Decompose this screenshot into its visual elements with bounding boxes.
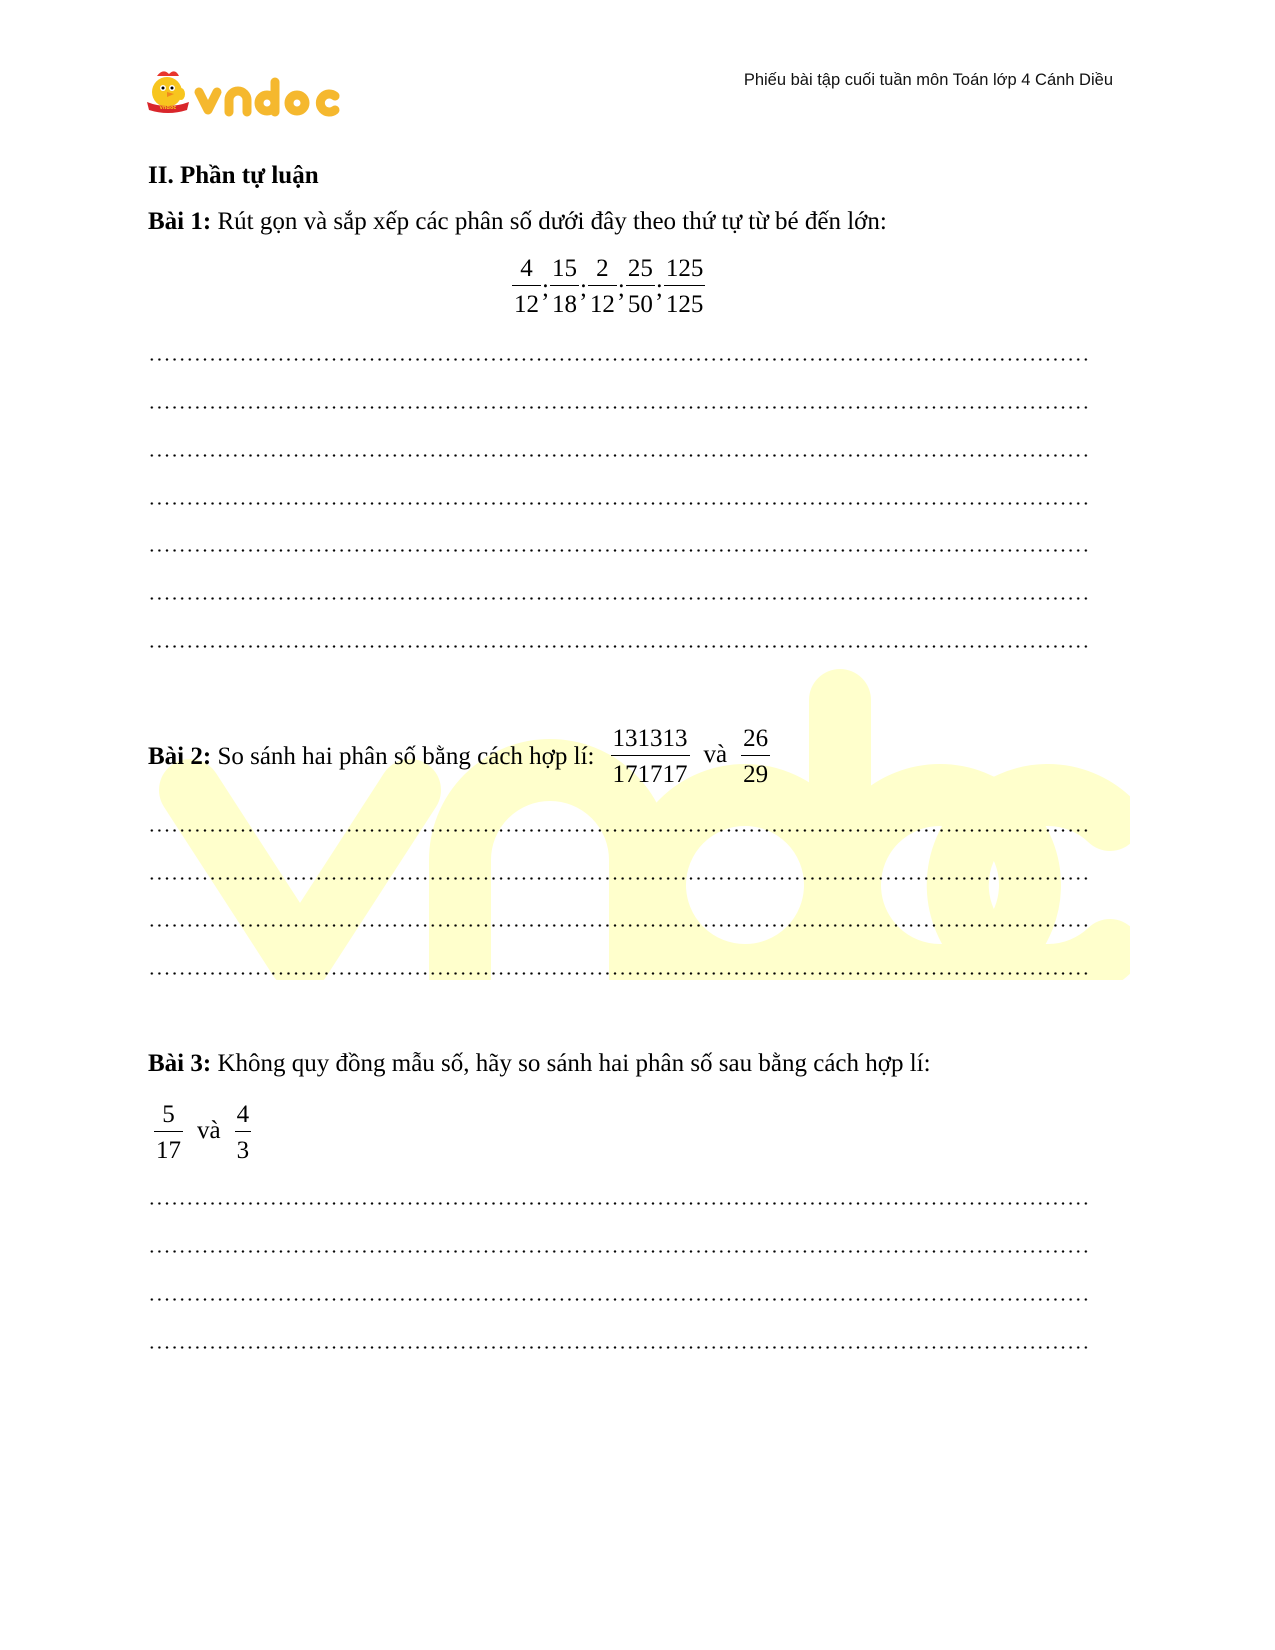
separator: ;	[579, 274, 587, 302]
separator: ;	[655, 274, 663, 302]
answer-line[interactable]	[148, 454, 1088, 457]
vndoc-watermark	[150, 660, 1130, 980]
answer-line[interactable]	[148, 549, 1088, 552]
answer-line[interactable]	[148, 597, 1088, 600]
exercise-2-text: So sánh hai phân số bằng cách hợp lí:	[211, 742, 595, 770]
answer-line[interactable]	[148, 502, 1088, 505]
answer-line[interactable]	[148, 877, 1088, 880]
answer-line[interactable]	[148, 358, 1088, 361]
conjunction: và	[703, 740, 728, 768]
section-title: II. Phần tự luận	[148, 162, 319, 189]
fraction: $\frac{5}{17}$	[156, 1101, 181, 1164]
svg-text:vndoc: vndoc	[159, 105, 177, 111]
exercise-2-label: Bài 2:	[148, 742, 212, 770]
exercise-3-fractions	[154, 1102, 251, 1163]
fraction: $\frac{2}{12}$	[589, 255, 615, 318]
exercise-3-prompt	[148, 1050, 931, 1078]
vndoc-logo	[145, 68, 345, 120]
answer-line[interactable]	[148, 1298, 1088, 1301]
fraction: $\frac{26}{29}$	[743, 725, 769, 788]
answer-line[interactable]	[148, 645, 1088, 648]
exercise-1-prompt	[148, 208, 887, 236]
separator: ;	[617, 274, 625, 302]
fraction: $\frac{131313}{171717}$	[612, 725, 688, 788]
chicken-mascot-icon	[147, 71, 189, 113]
fraction: $\frac{25}{50}$	[627, 255, 653, 318]
exercise-3-text: Không quy đồng mẫu số, hãy so sánh hai phân số sau bằng cách hợp lí:	[211, 1050, 931, 1077]
fraction: $\frac{4}{12}$	[514, 255, 539, 318]
fraction: $\frac{4}{3}$	[236, 1101, 250, 1164]
exercise-1-fraction-list	[512, 256, 705, 317]
answer-line[interactable]	[148, 924, 1088, 927]
answer-line[interactable]	[148, 406, 1088, 409]
conjunction: và	[197, 1116, 221, 1144]
fraction: $\frac{15}{18}$	[551, 255, 577, 318]
exercise-1-label: Bài 1:	[148, 208, 212, 235]
document-header-title: Phiếu bài tập cuối tuần môn Toán lớp 4 Cánh Diều	[743, 71, 1113, 89]
exercise-2-prompt	[148, 726, 770, 787]
separator: ;	[542, 274, 549, 302]
exercise-3-label: Bài 3:	[148, 1050, 212, 1077]
answer-line[interactable]	[148, 1346, 1088, 1349]
answer-line[interactable]	[148, 829, 1088, 832]
answer-line[interactable]	[148, 972, 1088, 975]
exercise-1-text: Rút gọn và sắp xếp các phân số dưới đây theo thứ tự từ bé đến lớn:	[211, 208, 887, 235]
answer-line[interactable]	[148, 1250, 1088, 1253]
fraction: $\frac{125}{125}$	[665, 255, 704, 318]
answer-line[interactable]	[148, 1202, 1088, 1205]
